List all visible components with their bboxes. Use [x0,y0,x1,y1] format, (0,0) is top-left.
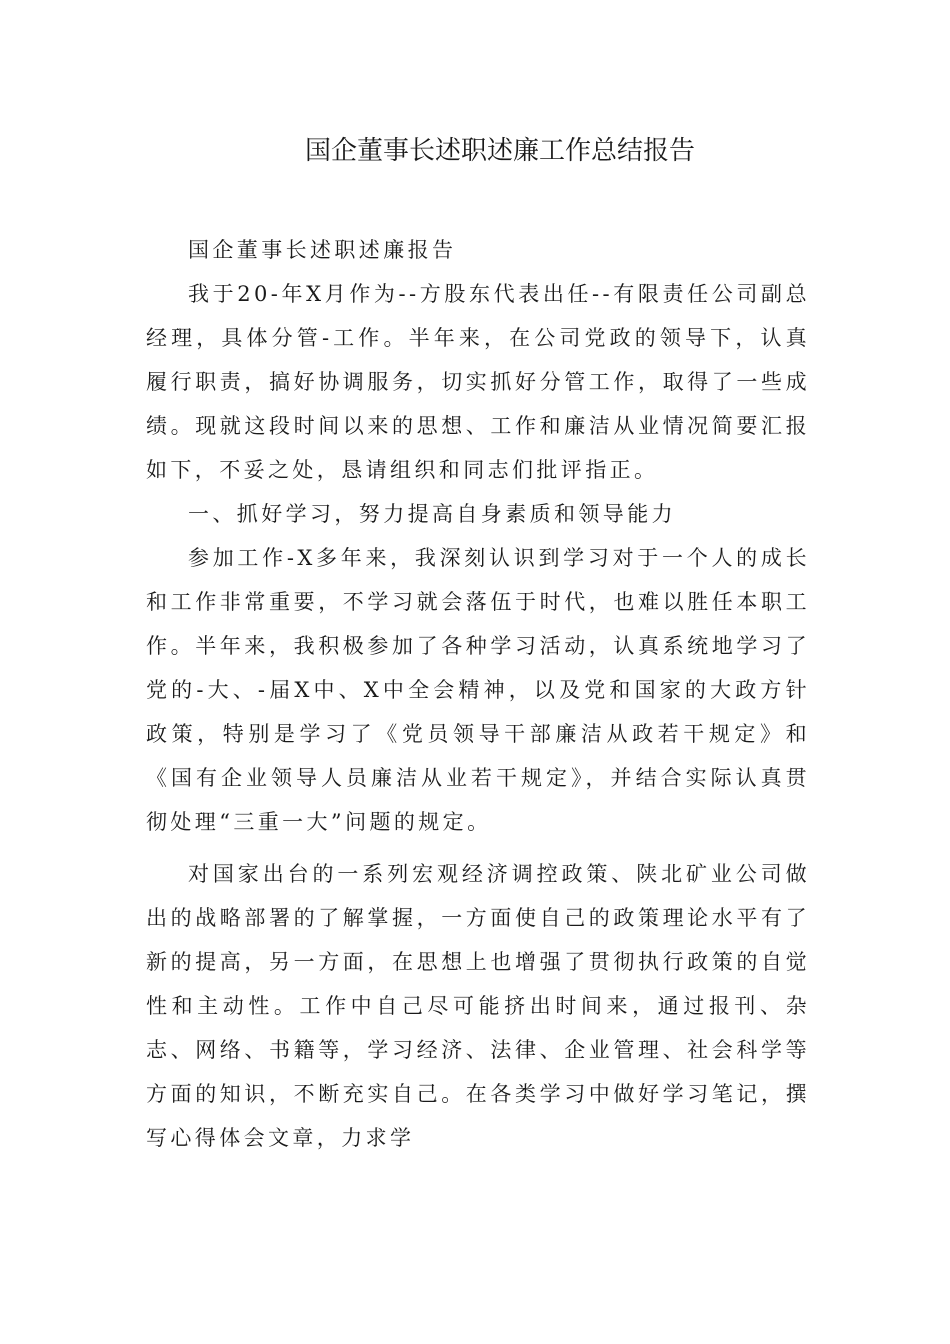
report-subtitle-paragraph: 国企董事长述职述廉报告 [188,238,457,262]
body-paragraph: 我于20-年X月作为--方股东代表出任--有限责任公司副总经理，具体分管-工作。半年来，在公司党政的领导下，认真履行职责，搞好协调服务，切实抓好分管工作，取得了一些成绩。现就这段时间以来的思想、工作和廉洁从业情况简要汇报如下，不妥之处，恳请组织和同志们批评指正。 [146,282,810,482]
body-paragraph: 对国家出台的一系列宏观经济调控政策、陕北矿业公司做出的战略部署的了解掌握，一方面使自己的政策理论水平有了新的提高，另一方面，在思想上也增强了贯彻执行政策的自觉性和主动性。工作中自己尽可能挤出时间来，通过报刊、杂志、网络、书籍等，学习经济、法律、企业管理、社会科学等方面的知识，不断充实自己。在各类学习中做好学习笔记，撰写心得体会文章，力求学 [146,862,810,1150]
document-title: 国企董事长述职述廉工作总结报告 [304,136,695,166]
body-paragraph: 参加工作-X多年来，我深刻认识到学习对于一个人的成长和工作非常重要，不学习就会落伍于时代，也难以胜任本职工作。半年来，我积极参加了各种学习活动，认真系统地学习了党的-大、-届X中、X中全会精神，以及党和国家的大政方针政策，特别是学习了《党员领导干部廉洁从政若干规定》和《国有企业领导人员廉洁从业若干规定》，并结合实际认真贯彻处理“三重一大”问题的规定。 [146,546,810,834]
section-heading: 一、抓好学习，努力提高自身素质和领导能力 [188,502,676,526]
document-body [146,228,810,1160]
